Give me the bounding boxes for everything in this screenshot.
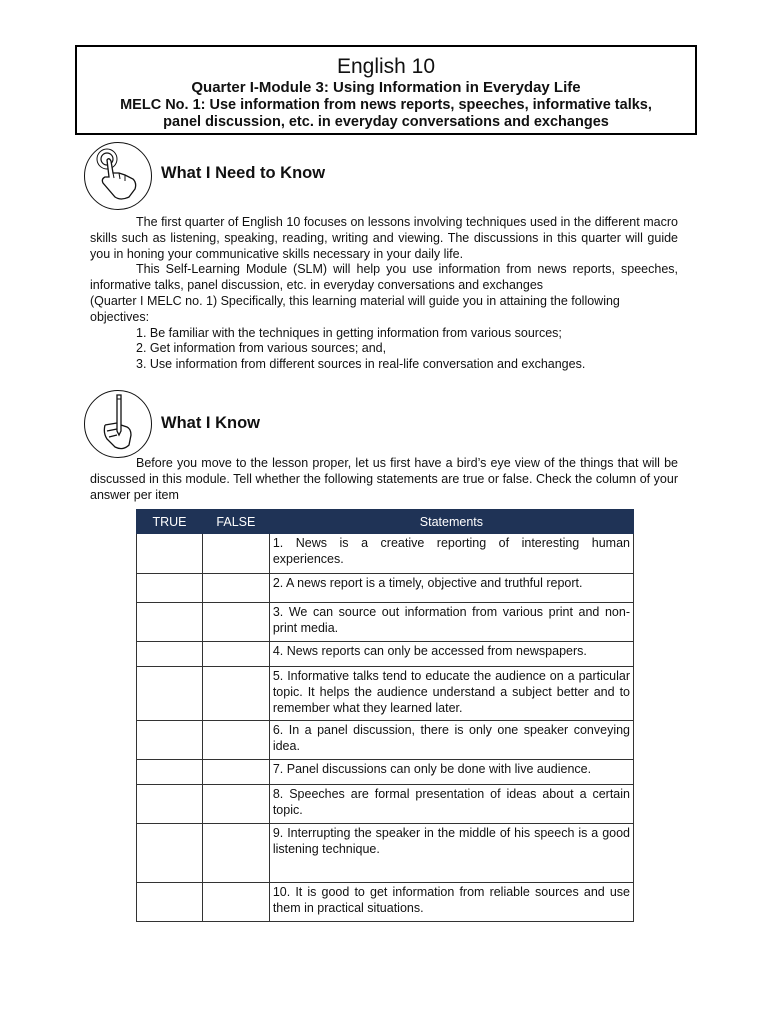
true-false-table — [136, 509, 634, 922]
intro-paragraph: Before you move to the lesson proper, let us first have a bird’s eye view of the things that will be discussed in this module. Tell whether the following statements are true or false. Check the column of your answer per item — [90, 456, 678, 502]
paragraph-2: This Self-Learning Module (SLM) will help you use information from news reports, speeches, informative talks, panel discussion, etc. in everyday conversations and exchanges — [90, 262, 678, 293]
table-row — [137, 574, 634, 603]
statement-cell: 6. In a panel discussion, there is only one speaker conveying idea. — [269, 721, 633, 760]
table-header-row — [137, 510, 634, 534]
melc-line-1: MELC No. 1: Use information from news reports, speeches, informative talks, — [120, 97, 652, 113]
table-row — [137, 642, 634, 667]
true-checkbox-cell[interactable] — [137, 667, 203, 721]
true-checkbox-cell[interactable] — [137, 721, 203, 760]
section-heading-what-i-know: What I Know — [161, 414, 260, 432]
objective-1: 1. Be familiar with the techniques in getting information from various sources; — [136, 325, 562, 340]
true-checkbox-cell[interactable] — [137, 574, 203, 603]
header-true: TRUE — [137, 510, 203, 534]
table-row — [137, 667, 634, 721]
paragraph-1: The first quarter of English 10 focuses on lessons involving techniques used in the different macro skills such as listening, speaking, reading, writing and viewing. The discussions in this quarter will guide you in honing your communicative skills necessary in your daily life. — [90, 215, 678, 261]
section-heading-need-to-know: What I Need to Know — [161, 164, 326, 182]
false-checkbox-cell[interactable] — [202, 642, 269, 667]
false-checkbox-cell[interactable] — [202, 667, 269, 721]
false-checkbox-cell[interactable] — [202, 534, 269, 574]
section1-body — [90, 215, 678, 373]
false-checkbox-cell[interactable] — [202, 721, 269, 760]
statement-cell: 2. A news report is a timely, objective and truthful report. — [269, 574, 633, 603]
false-checkbox-cell[interactable] — [202, 883, 269, 922]
table-row — [137, 760, 634, 785]
true-checkbox-cell[interactable] — [137, 824, 203, 883]
false-checkbox-cell[interactable] — [202, 760, 269, 785]
true-checkbox-cell[interactable] — [137, 760, 203, 785]
false-checkbox-cell[interactable] — [202, 785, 269, 824]
hand-pencil-icon — [84, 390, 152, 458]
section2-intro — [90, 456, 678, 503]
false-checkbox-cell[interactable] — [202, 603, 269, 642]
table-row — [137, 603, 634, 642]
paragraph-3: (Quarter I MELC no. 1) Specifically, this learning material will guide you in attaining the following objectives: — [90, 293, 620, 324]
statement-cell: 9. Interrupting the speaker in the middle of his speech is a good listening technique. — [269, 824, 633, 883]
table-row — [137, 721, 634, 760]
table-row — [137, 883, 634, 922]
page-title: English 10 — [336, 55, 436, 78]
true-checkbox-cell[interactable] — [137, 642, 203, 667]
objective-2: 2. Get information from various sources; and, — [136, 341, 387, 356]
false-checkbox-cell[interactable] — [202, 574, 269, 603]
melc-line-2: panel discussion, etc. in everyday conversations and exchanges — [163, 114, 609, 130]
true-checkbox-cell[interactable] — [137, 785, 203, 824]
false-checkbox-cell[interactable] — [202, 824, 269, 883]
statement-cell: 8. Speeches are formal presentation of ideas about a certain topic. — [269, 785, 633, 824]
title-box — [75, 45, 697, 135]
true-checkbox-cell[interactable] — [137, 534, 203, 574]
true-checkbox-cell[interactable] — [137, 603, 203, 642]
statement-cell: 7. Panel discussions can only be done with live audience. — [269, 760, 633, 785]
header-false: FALSE — [202, 510, 269, 534]
module-title: Quarter I-Module 3: Using Information in Everyday Life — [191, 79, 581, 96]
statement-cell: 3. We can source out information from various print and non-print media. — [269, 603, 633, 642]
statement-cell: 5. Informative talks tend to educate the audience on a particular topic. It helps the audience understand a subject better and to remember what they learned later. — [269, 667, 633, 721]
table-row — [137, 824, 634, 883]
table-row — [137, 534, 634, 574]
hand-touch-icon — [84, 142, 152, 210]
statement-cell: 10. It is good to get information from reliable sources and use them in practical situations. — [269, 883, 633, 922]
objective-3: 3. Use information from different sources in real-life conversation and exchanges. — [136, 357, 586, 372]
table-row — [137, 785, 634, 824]
statement-cell: 4. News reports can only be accessed from newspapers. — [269, 642, 633, 667]
header-statements: Statements — [269, 510, 633, 534]
true-checkbox-cell[interactable] — [137, 883, 203, 922]
statement-cell: 1. News is a creative reporting of interesting human experiences. — [269, 534, 633, 574]
